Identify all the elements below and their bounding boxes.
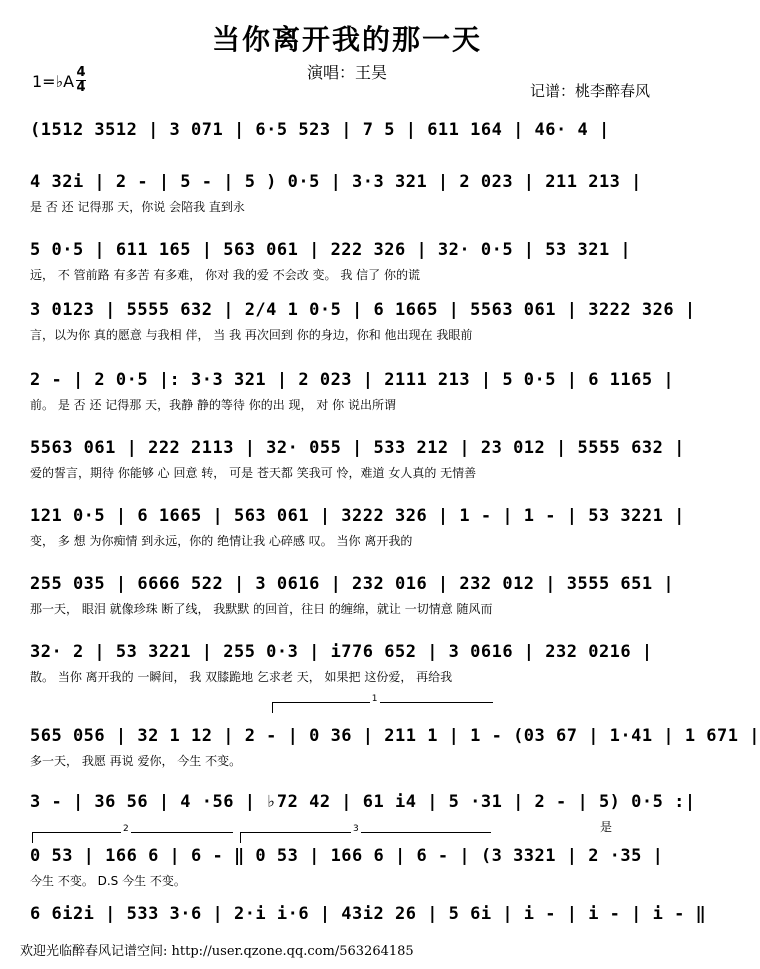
notes-line: 121 0·5 | 6 1665 | 563 061 | 3222 326 | 1 - | 1 - | 53 3221 | bbox=[30, 506, 685, 526]
time-signature bbox=[76, 66, 86, 95]
lyrics-line: 那一天， 眼泪 就像珍珠 断了线， 我默默 的回首，往日 的缠绵，就让 一切情意 随风而 bbox=[30, 602, 493, 616]
lyrics-line: 是 bbox=[600, 820, 613, 834]
time-sig-bottom: 4 bbox=[76, 80, 86, 95]
notes-line: 32· 2 | 53 3221 | 255 0·3 | i776 652 | 3 0616 | 232 0216 | bbox=[30, 642, 653, 662]
singer-credit: 演唱：王昊 bbox=[306, 63, 387, 82]
lyrics-line: 变， 多 想 为你痴情 到永远，你的 绝情让我 心碎感 叹。 当你 离开我的 bbox=[30, 534, 413, 548]
lyrics-line: 散。 当你 离开我的 一瞬间， 我 双膝跪地 乞求老 天， 如果把 这份爱， 再给我 bbox=[30, 670, 453, 684]
notes-line: 6 6i2i | 533 3·6 | 2·i i·6 | 43i2 26 | 5 6i | i - | i - | i - ‖ bbox=[30, 904, 707, 924]
song-title: 当你离开我的那一天 bbox=[211, 23, 482, 56]
notes-line: 4 32i | 2 - | 5 - | 5 ) 0·5 | 3·3 321 | 2 023 | 211 213 | bbox=[30, 172, 642, 192]
notes-line: 2 - | 2 0·5 |: 3·3 321 | 2 023 | 2111 213 | 5 0·5 | 6 1165 | bbox=[30, 370, 675, 390]
transcriber-credit: 记谱：桃李醉春风 bbox=[529, 82, 650, 100]
lyrics-line: 是 否 还 记得那 天，你说 会陪我 直到永 bbox=[30, 200, 245, 214]
notes-line: 255 035 | 6666 522 | 3 0616 | 232 016 | 232 012 | 3555 651 | bbox=[30, 574, 675, 594]
notes-line: 3 0123 | 5555 632 | 2/4 1 0·5 | 6 1665 | 5563 061 | 3222 326 | bbox=[30, 300, 696, 320]
time-sig-top: 4 bbox=[76, 65, 86, 80]
volta-label: 2 bbox=[123, 824, 129, 834]
volta-label: 3 bbox=[353, 824, 359, 834]
key-signature: 1=♭A bbox=[32, 72, 75, 91]
lyrics-line: 言，以为你 真的愿意 与我相 伴， 当 我 再次回到 你的身边，你和 他出现在 我眼前 bbox=[30, 328, 473, 342]
notes-line: 565 056 | 32 1 12 | 2 - | 0 36 | 211 1 | 1 - (03 67 | 1·41 | 1 671 | bbox=[30, 726, 760, 746]
notes-line: (1512 3512 | 3 071 | 6·5 523 | 7 5 | 611 164 | 46· 4 | bbox=[30, 120, 610, 140]
footer-credit: 欢迎光临醉春风记谱空间: http://user.qzone.qq.com/563264185 bbox=[20, 944, 414, 959]
notes-line: 5 0·5 | 611 165 | 563 061 | 222 326 | 32· 0·5 | 53 321 | bbox=[30, 240, 632, 260]
volta-bracket-2 bbox=[32, 824, 233, 843]
volta-bracket-1 bbox=[272, 694, 493, 713]
volta-bracket-3 bbox=[240, 824, 491, 843]
lyrics-line: 多一天， 我愿 再说 爱你， 今生 不变。 bbox=[30, 754, 242, 768]
volta-label: 1 bbox=[371, 694, 378, 704]
lyrics-line: 远， 不 管前路 有多苦 有多难， 你对 我的爱 不会改 变。 我 信了 你的谎 bbox=[30, 268, 420, 282]
notes-line: 3 - | 36 56 | 4 ·56 | ♭72 42 | 61 i4 | 5 ·31 | 2 - | 5) 0·5 :| bbox=[30, 792, 696, 812]
lyrics-line: 前。 是 否 还 记得那 天，我静 静的等待 你的出 现， 对 你 说出所谓 bbox=[30, 398, 396, 412]
notes-line: 0 53 | 166 6 | 6 - ‖ 0 53 | 166 6 | 6 - | (3 3321 | 2 ·35 | bbox=[30, 846, 664, 866]
notes-line: 5563 061 | 222 2113 | 32· 055 | 533 212 | 23 012 | 5555 632 | bbox=[30, 438, 685, 458]
lyrics-line: 今生 不变。 D.S 今生 不变。 bbox=[30, 874, 186, 888]
lyrics-line: 爱的誓言，期待 你能够 心 回意 转， 可是 苍天都 笑我可 怜，难道 女人真的 无情善 bbox=[30, 466, 477, 480]
